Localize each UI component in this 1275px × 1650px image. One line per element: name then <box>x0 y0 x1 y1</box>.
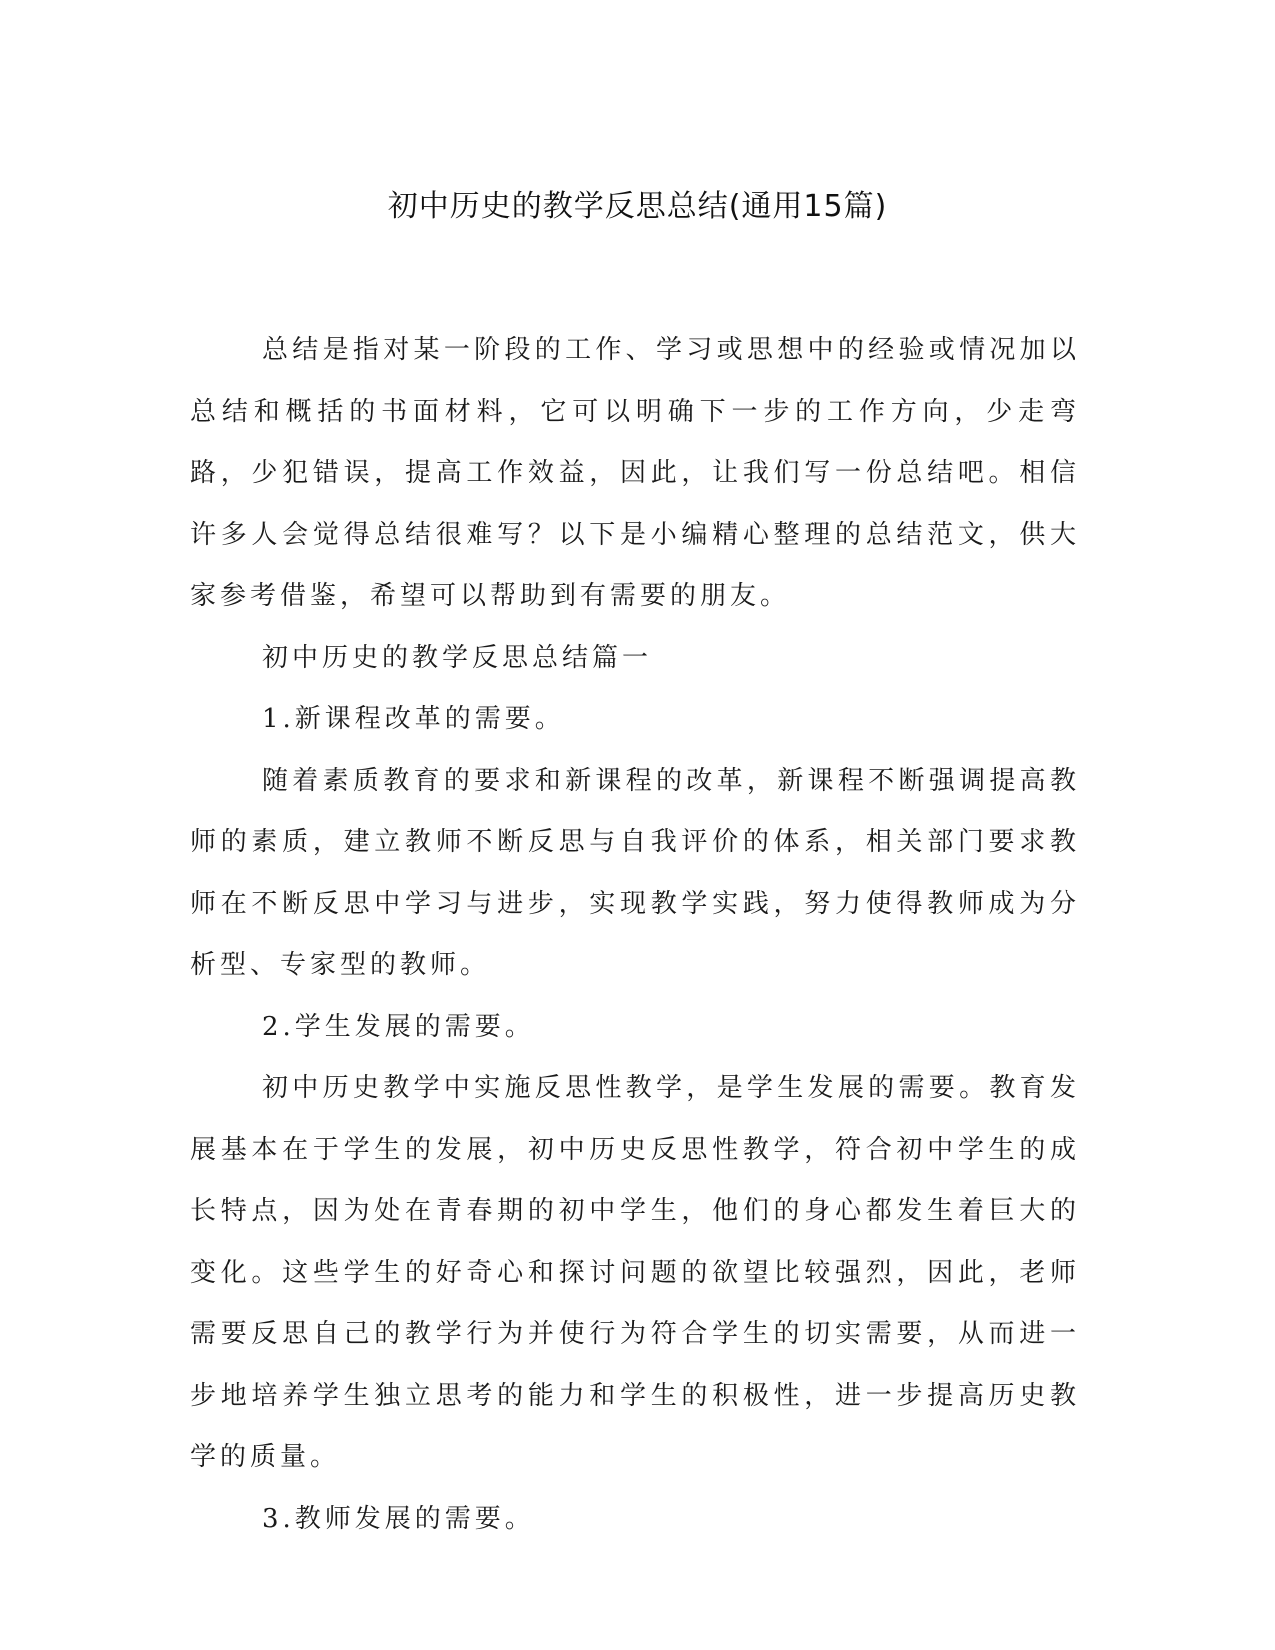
document-body <box>190 320 1080 1550</box>
point-heading: 2.学生发展的需要。 <box>262 1011 535 1042</box>
section-heading: 初中历史的教学反思总结篇一 <box>262 642 653 673</box>
body-paragraph: 初中历史教学中实施反思性教学，是学生发展的需要。教育发展基本在于学生的发展，初中历史反思性教学，符合初中学生的成长特点，因为处在青春期的初中学生，他们的身心都发生着巨大的变化。这些学生的好奇心和探讨问题的欲望比较强烈，因此，老师需要反思自己的教学行为并使行为符合学生的切实需要，从而进一步地培养学生独立思考的能力和学生的积极性，进一步提高历史教学的质量。 <box>190 1073 1080 1472</box>
document-title: 初中历史的教学反思总结(通用15篇) <box>387 189 888 224</box>
point-heading: 3.教师发展的需要。 <box>262 1503 535 1534</box>
body-paragraph: 随着素质教育的要求和新课程的改革，新课程不断强调提高教师的素质，建立教师不断反思与自我评价的体系，相关部门要求教师在不断反思中学习与进步，实现教学实践，努力使得教师成为分析型、专家型的教师。 <box>190 765 1080 980</box>
point-heading: 1.新课程改革的需要。 <box>262 704 565 734</box>
intro-paragraph: 总结是指对某一阶段的工作、学习或思想中的经验或情况加以总结和概括的书面材料，它可以明确下一步的工作方向，少走弯路，少犯错误，提高工作效益，因此，让我们写一份总结吧。相信许多人会觉得总结很难写？以下是小编精心整理的总结范文，供大家参考借鉴，希望可以帮助到有需要的朋友。 <box>190 335 1080 611</box>
